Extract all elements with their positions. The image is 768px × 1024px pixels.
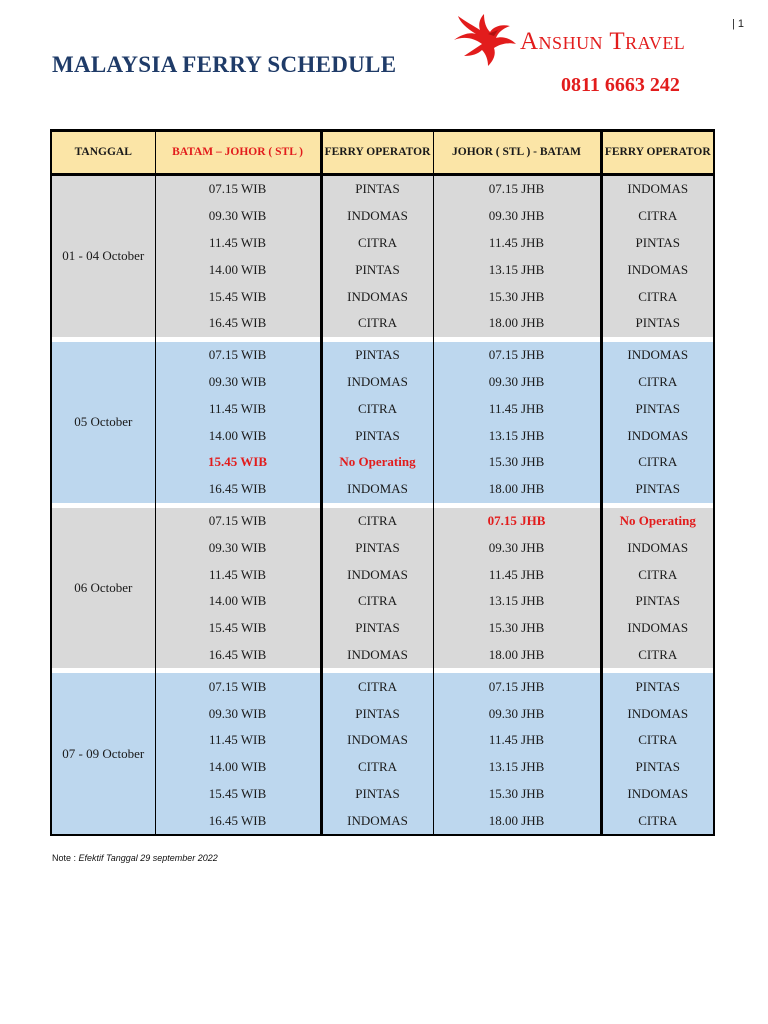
batam-johor-time-cell: 07.15 WIB	[155, 508, 321, 535]
operator-cell: CITRA	[321, 508, 433, 535]
page-number: | 1	[732, 18, 745, 30]
operator-cell: PINTAS	[601, 588, 714, 615]
batam-johor-time-cell: 11.45 WIB	[155, 561, 321, 588]
table-row	[51, 508, 714, 535]
operator-cell: INDOMAS	[601, 700, 714, 727]
note-label: Note :	[52, 853, 77, 863]
schedule-body	[51, 175, 714, 836]
brand-name: Anshun Travel	[520, 28, 686, 55]
operator-cell: PINTAS	[601, 310, 714, 337]
operator-cell: INDOMAS	[601, 615, 714, 642]
johor-batam-time-cell: 11.45 JHB	[433, 230, 601, 257]
date-cell: 06 October	[51, 508, 155, 669]
operator-cell: CITRA	[321, 310, 433, 337]
johor-batam-time-cell: 13.15 JHB	[433, 588, 601, 615]
operator-cell: INDOMAS	[321, 807, 433, 835]
note-text: Efektif Tanggal 29 september 2022	[78, 853, 218, 863]
header-ferry-operator-2: FERRY OPERATOR	[601, 131, 714, 175]
operator-cell: INDOMAS	[601, 342, 714, 369]
johor-batam-time-cell: 11.45 JHB	[433, 727, 601, 754]
operator-cell: INDOMAS	[601, 534, 714, 561]
operator-cell: INDOMAS	[321, 369, 433, 396]
johor-batam-time-cell: 07.15 JHB	[433, 673, 601, 700]
johor-batam-time-cell: 18.00 JHB	[433, 642, 601, 669]
operator-cell: PINTAS	[601, 673, 714, 700]
johor-batam-time-cell: 18.00 JHB	[433, 476, 601, 503]
batam-johor-time-cell: 09.30 WIB	[155, 369, 321, 396]
johor-batam-time-cell: 13.15 JHB	[433, 754, 601, 781]
batam-johor-time-cell: 09.30 WIB	[155, 203, 321, 230]
batam-johor-time-cell: 15.45 WIB	[155, 615, 321, 642]
batam-johor-time-cell: 16.45 WIB	[155, 807, 321, 835]
table-row	[51, 342, 714, 369]
operator-cell: CITRA	[321, 673, 433, 700]
operator-cell: CITRA	[601, 203, 714, 230]
operator-cell: No Operating	[601, 508, 714, 535]
table-row	[51, 673, 714, 700]
operator-cell: PINTAS	[601, 754, 714, 781]
johor-batam-time-cell: 15.30 JHB	[433, 283, 601, 310]
operator-cell: CITRA	[601, 369, 714, 396]
johor-batam-time-cell: 07.15 JHB	[433, 175, 601, 203]
operator-cell: PINTAS	[321, 781, 433, 808]
johor-batam-time-cell: 11.45 JHB	[433, 395, 601, 422]
operator-cell: PINTAS	[321, 615, 433, 642]
operator-cell: PINTAS	[601, 395, 714, 422]
operator-cell: PINTAS	[321, 534, 433, 561]
operator-cell: No Operating	[321, 449, 433, 476]
operator-cell: PINTAS	[321, 342, 433, 369]
date-cell: 07 - 09 October	[51, 673, 155, 835]
johor-batam-time-cell: 07.15 JHB	[433, 342, 601, 369]
brand-phone: 0811 6663 242	[561, 74, 680, 96]
header-ferry-operator-1: FERRY OPERATOR	[321, 131, 433, 175]
operator-cell: CITRA	[321, 754, 433, 781]
operator-cell: CITRA	[321, 230, 433, 257]
operator-cell: INDOMAS	[601, 175, 714, 203]
batam-johor-time-cell: 09.30 WIB	[155, 534, 321, 561]
batam-johor-time-cell: 14.00 WIB	[155, 588, 321, 615]
johor-batam-time-cell: 09.30 JHB	[433, 534, 601, 561]
operator-cell: INDOMAS	[601, 256, 714, 283]
batam-johor-time-cell: 07.15 WIB	[155, 175, 321, 203]
batam-johor-time-cell: 14.00 WIB	[155, 422, 321, 449]
page-title: MALAYSIA FERRY SCHEDULE	[52, 52, 397, 77]
operator-cell: INDOMAS	[321, 476, 433, 503]
table-row	[51, 175, 714, 203]
operator-cell: INDOMAS	[321, 561, 433, 588]
batam-johor-time-cell: 16.45 WIB	[155, 310, 321, 337]
header-johor-batam: JOHOR ( STL ) - BATAM	[433, 131, 601, 175]
operator-cell: CITRA	[601, 807, 714, 835]
ferry-schedule-table	[50, 129, 715, 836]
batam-johor-time-cell: 15.45 WIB	[155, 781, 321, 808]
phoenix-icon	[452, 14, 518, 68]
batam-johor-time-cell: 16.45 WIB	[155, 642, 321, 669]
batam-johor-time-cell: 14.00 WIB	[155, 754, 321, 781]
johor-batam-time-cell: 15.30 JHB	[433, 781, 601, 808]
operator-cell: CITRA	[601, 642, 714, 669]
operator-cell: CITRA	[601, 561, 714, 588]
batam-johor-time-cell: 15.45 WIB	[155, 449, 321, 476]
batam-johor-time-cell: 16.45 WIB	[155, 476, 321, 503]
johor-batam-time-cell: 09.30 JHB	[433, 203, 601, 230]
operator-cell: INDOMAS	[321, 727, 433, 754]
date-cell: 05 October	[51, 342, 155, 503]
johor-batam-time-cell: 15.30 JHB	[433, 449, 601, 476]
date-cell: 01 - 04 October	[51, 175, 155, 337]
batam-johor-time-cell: 11.45 WIB	[155, 727, 321, 754]
operator-cell: CITRA	[601, 449, 714, 476]
johor-batam-time-cell: 13.15 JHB	[433, 422, 601, 449]
batam-johor-time-cell: 07.15 WIB	[155, 342, 321, 369]
operator-cell: PINTAS	[321, 422, 433, 449]
johor-batam-time-cell: 18.00 JHB	[433, 310, 601, 337]
batam-johor-time-cell: 11.45 WIB	[155, 395, 321, 422]
operator-cell: PINTAS	[601, 476, 714, 503]
operator-cell: CITRA	[601, 727, 714, 754]
operator-cell: CITRA	[321, 588, 433, 615]
operator-cell: CITRA	[321, 395, 433, 422]
operator-cell: PINTAS	[321, 700, 433, 727]
header-batam-johor: BATAM – JOHOR ( STL )	[155, 131, 321, 175]
operator-cell: INDOMAS	[321, 203, 433, 230]
batam-johor-time-cell: 15.45 WIB	[155, 283, 321, 310]
batam-johor-time-cell: 11.45 WIB	[155, 230, 321, 257]
johor-batam-time-cell: 18.00 JHB	[433, 807, 601, 835]
header-date: TANGGAL	[51, 131, 155, 175]
operator-cell: PINTAS	[321, 175, 433, 203]
operator-cell: PINTAS	[601, 230, 714, 257]
operator-cell: INDOMAS	[601, 422, 714, 449]
johor-batam-time-cell: 15.30 JHB	[433, 615, 601, 642]
operator-cell: INDOMAS	[601, 781, 714, 808]
operator-cell: CITRA	[601, 283, 714, 310]
note	[52, 853, 218, 863]
operator-cell: INDOMAS	[321, 642, 433, 669]
brand-logo	[452, 14, 714, 72]
johor-batam-time-cell: 13.15 JHB	[433, 256, 601, 283]
johor-batam-time-cell: 09.30 JHB	[433, 369, 601, 396]
batam-johor-time-cell: 07.15 WIB	[155, 673, 321, 700]
table-header-row	[51, 131, 714, 175]
johor-batam-time-cell: 07.15 JHB	[433, 508, 601, 535]
operator-cell: PINTAS	[321, 256, 433, 283]
johor-batam-time-cell: 11.45 JHB	[433, 561, 601, 588]
batam-johor-time-cell: 09.30 WIB	[155, 700, 321, 727]
operator-cell: INDOMAS	[321, 283, 433, 310]
batam-johor-time-cell: 14.00 WIB	[155, 256, 321, 283]
johor-batam-time-cell: 09.30 JHB	[433, 700, 601, 727]
